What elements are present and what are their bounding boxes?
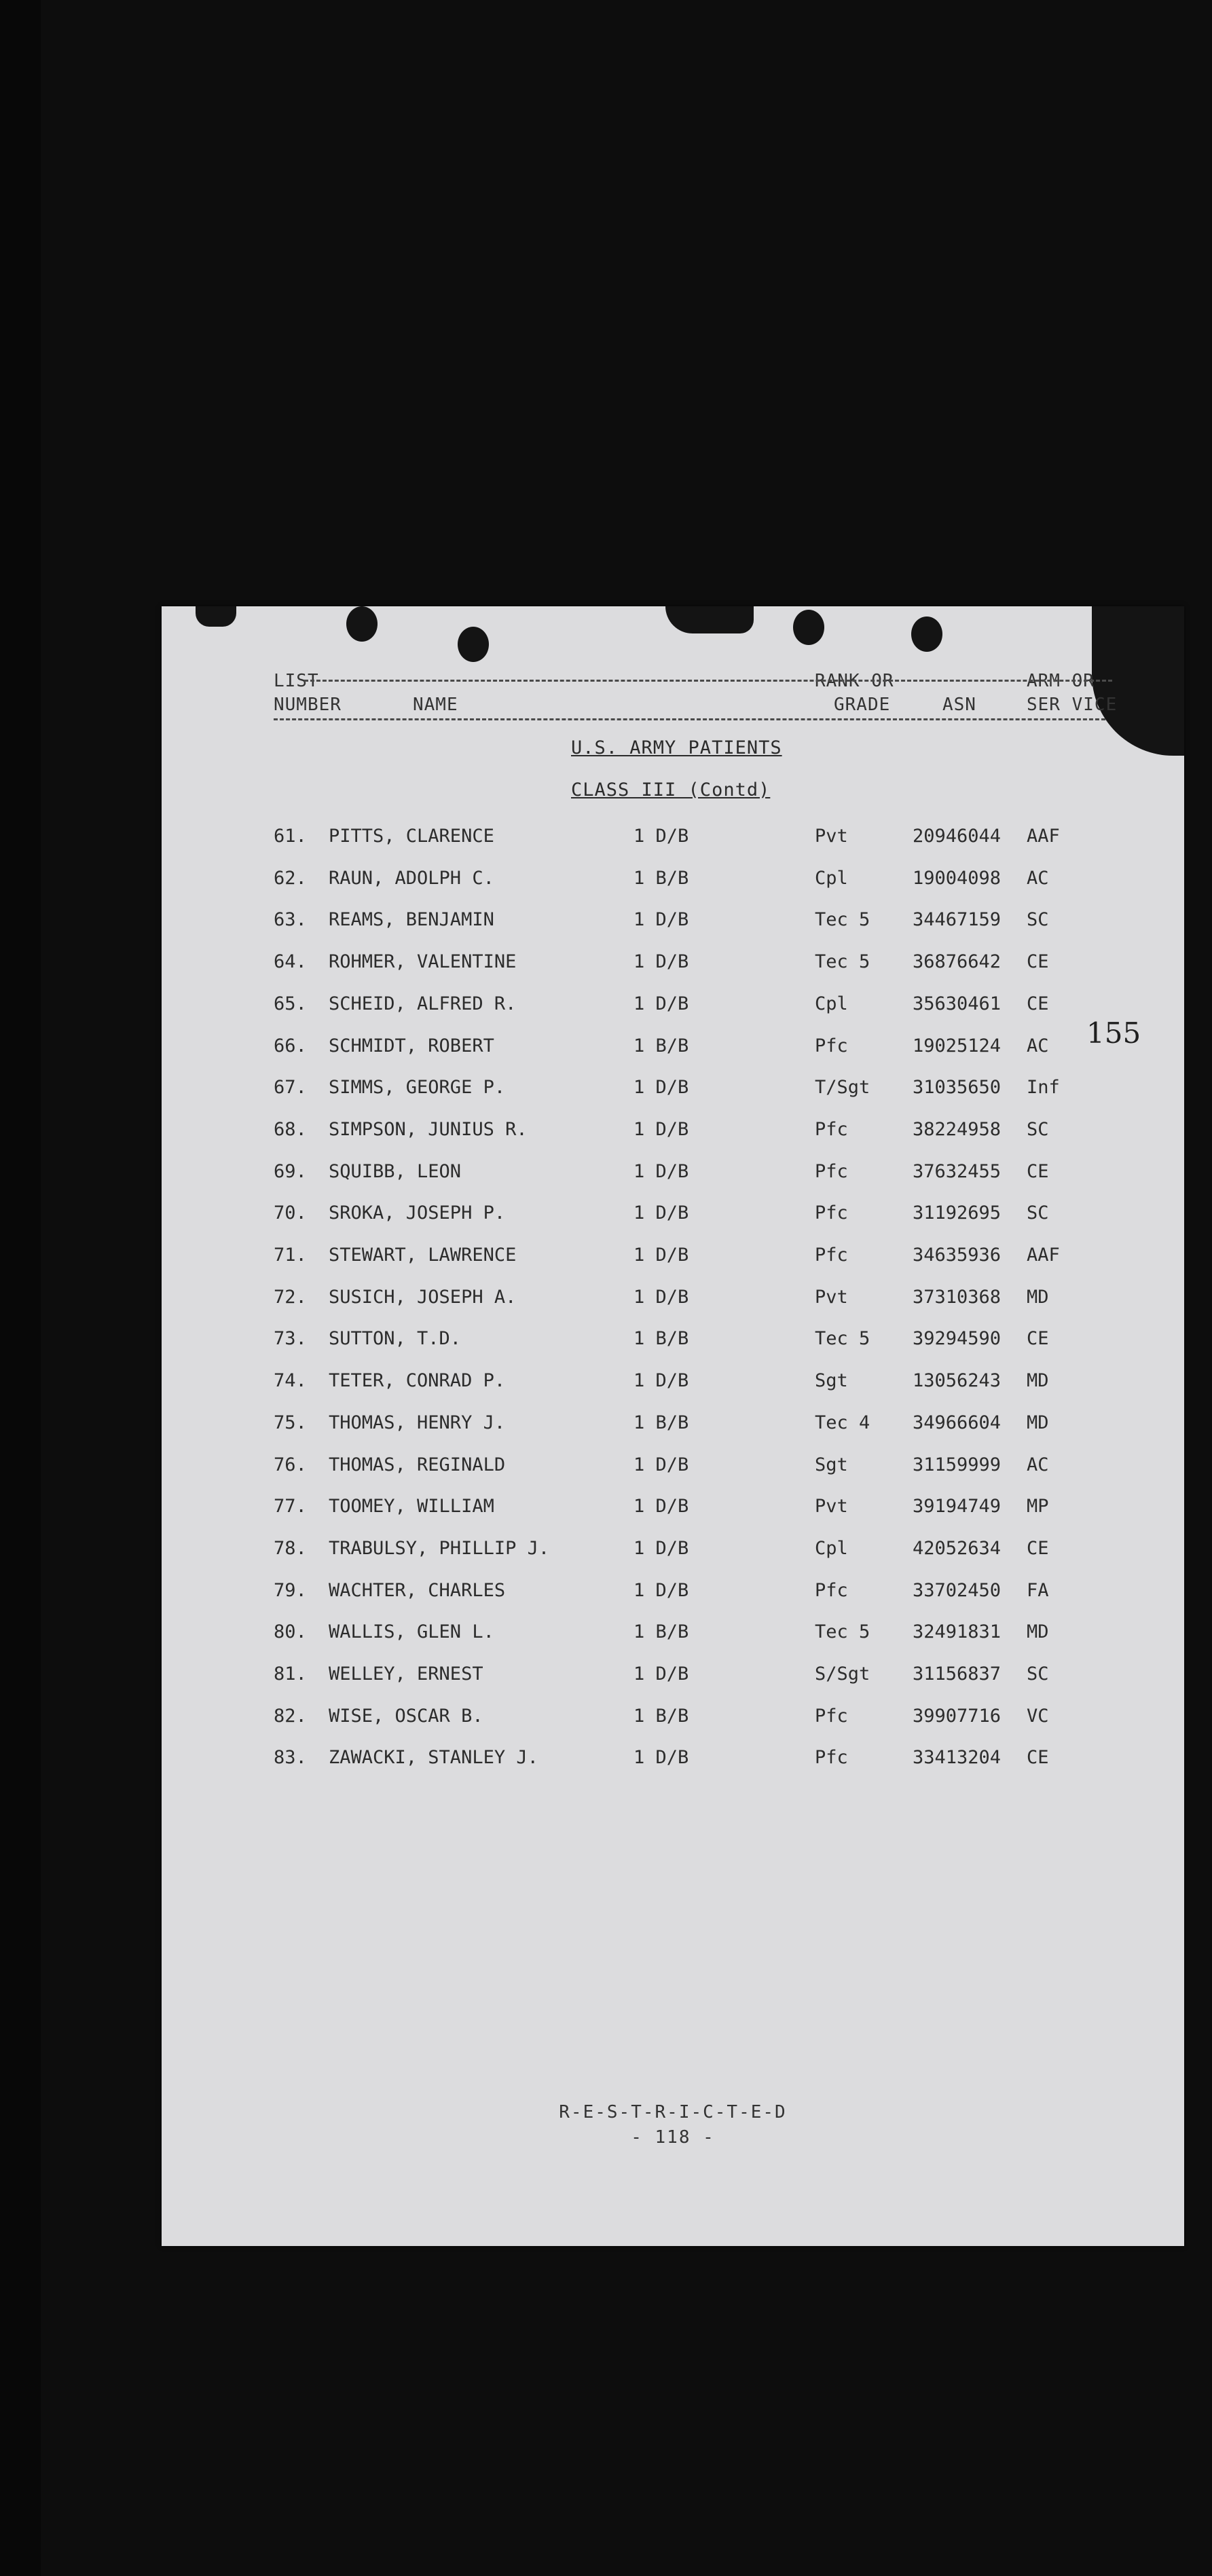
list-number: 68. [274,1119,307,1140]
list-number: 70. [274,1202,307,1223]
patient-name: SUSICH, JOSEPH A. [329,1287,517,1308]
rank-grade: Pvt [815,1287,848,1308]
arm-service: MD [1027,1370,1049,1391]
punch-hole [793,610,824,645]
arm-service: SC [1027,1119,1049,1140]
rank-grade: Cpl [815,1538,848,1559]
patient-name: WISE, OSCAR B. [329,1706,483,1727]
classification: 1 D/B [633,1496,689,1517]
classification: 1 D/B [633,1161,689,1182]
classification: 1 D/B [633,826,689,847]
classification: 1 D/B [633,1538,689,1559]
table-row [162,1245,1184,1272]
table-row [162,1077,1184,1104]
classification: 1 B/B [633,1412,689,1433]
classification: 1 B/B [633,868,689,889]
classification: 1 B/B [633,1035,689,1056]
arm-service: MD [1027,1621,1049,1642]
asn-number: 38224958 [913,1119,1002,1140]
patient-name: TOOMEY, WILLIAM [329,1496,494,1517]
header-rank-label: RANK OR [815,671,894,691]
asn-number: 42052634 [913,1538,1002,1559]
table-row [162,1621,1184,1649]
classification: 1 D/B [633,1370,689,1391]
patient-name: SCHEID, ALFRED R. [329,993,517,1014]
classification: 1 D/B [633,1663,689,1685]
table-row [162,1538,1184,1565]
section-subtitle: CLASS III (Contd) [571,779,771,801]
patient-name: SIMPSON, JUNIUS R. [329,1119,528,1140]
list-number: 63. [274,909,307,930]
table-row [162,909,1184,936]
asn-number: 13056243 [913,1370,1002,1391]
asn-number: 33413204 [913,1747,1002,1768]
patient-name: WELLEY, ERNEST [329,1663,483,1685]
restricted-marking: R-E-S-T-R-I-C-T-E-D [559,2102,787,2122]
torn-edge-left [196,606,236,627]
classification: 1 D/B [633,951,689,972]
arm-service: VC [1027,1706,1049,1727]
classification: 1 D/B [633,1580,689,1601]
list-number: 62. [274,868,307,889]
patient-name: SCHMIDT, ROBERT [329,1035,494,1056]
arm-service: AC [1027,868,1049,889]
asn-number: 34966604 [913,1412,1002,1433]
table-row [162,826,1184,853]
asn-number: 34467159 [913,909,1002,930]
rank-grade: Pfc [815,1706,848,1727]
rank-grade: Sgt [815,1370,848,1391]
margin-page-stamp: 155 [1086,1016,1141,1050]
arm-service: AAF [1027,1245,1060,1266]
arm-service: CE [1027,1747,1049,1768]
arm-service: AC [1027,1035,1049,1056]
rank-grade: Pfc [815,1161,848,1182]
arm-service: AAF [1027,826,1060,847]
table-row [162,1412,1184,1439]
patient-name: PITTS, CLARENCE [329,826,494,847]
list-number: 61. [274,826,307,847]
rank-grade: Pfc [815,1245,848,1266]
punch-hole [458,627,489,662]
rank-grade: Cpl [815,993,848,1014]
asn-number: 39907716 [913,1706,1002,1727]
classification: 1 D/B [633,1245,689,1266]
asn-number: 31156837 [913,1663,1002,1685]
classification: 1 D/B [633,909,689,930]
rank-grade: Tec 5 [815,909,870,930]
table-row [162,993,1184,1020]
rank-grade: Sgt [815,1454,848,1475]
list-number: 79. [274,1580,307,1601]
rank-grade: T/Sgt [815,1077,870,1098]
asn-number: 19025124 [913,1035,1002,1056]
torn-edge-middle [665,606,754,633]
arm-service: FA [1027,1580,1049,1601]
asn-number: 36876642 [913,951,1002,972]
asn-number: 19004098 [913,868,1002,889]
asn-number: 37632455 [913,1161,1002,1182]
header-rule-bottom [274,718,1105,720]
arm-service: MP [1027,1496,1049,1517]
patient-name: SQUIBB, LEON [329,1161,462,1182]
rank-grade: Tec 5 [815,1621,870,1642]
classification: 1 D/B [633,1202,689,1223]
patient-name: WACHTER, CHARLES [329,1580,506,1601]
classification: 1 B/B [633,1328,689,1349]
arm-service: CE [1027,993,1049,1014]
punch-hole [346,606,378,642]
film-border [0,0,41,2576]
arm-service: CE [1027,1161,1049,1182]
section-title: U.S. ARMY PATIENTS [571,737,782,758]
arm-service: MD [1027,1412,1049,1433]
patient-name: WALLIS, GLEN L. [329,1621,494,1642]
table-row [162,1706,1184,1733]
patient-name: SROKA, JOSEPH P. [329,1202,506,1223]
arm-service: MD [1027,1287,1049,1308]
list-number: 71. [274,1245,307,1266]
table-row [162,951,1184,978]
rank-grade: Tec 5 [815,1328,870,1349]
list-number: 69. [274,1161,307,1182]
arm-service: SC [1027,1663,1049,1685]
header-arm-label: ARM OR [1027,671,1095,691]
page-number: - 118 - [631,2127,715,2148]
rank-grade: Pfc [815,1119,848,1140]
arm-service: CE [1027,1538,1049,1559]
arm-service: AC [1027,1454,1049,1475]
patient-name: SIMMS, GEORGE P. [329,1077,506,1098]
classification: 1 D/B [633,1747,689,1768]
patient-name: ZAWACKI, STANLEY J. [329,1747,538,1768]
classification: 1 D/B [633,1119,689,1140]
arm-service: SC [1027,909,1049,930]
table-row [162,1370,1184,1397]
list-number: 72. [274,1287,307,1308]
classification: 1 D/B [633,1077,689,1098]
header-list-label: LIST [274,671,319,691]
table-row [162,1454,1184,1482]
arm-service: SC [1027,1202,1049,1223]
patient-name: RAUN, ADOLPH C. [329,868,494,889]
table-row [162,1496,1184,1523]
rank-grade: Pfc [815,1747,848,1768]
asn-number: 33702450 [913,1580,1002,1601]
list-number: 80. [274,1621,307,1642]
classification: 1 D/B [633,993,689,1014]
classification: 1 D/B [633,1287,689,1308]
patient-name: TRABULSY, PHILLIP J. [329,1538,550,1559]
classification: 1 D/B [633,1454,689,1475]
list-number: 81. [274,1663,307,1685]
table-row [162,1328,1184,1355]
list-number: 67. [274,1077,307,1098]
header-asn-label: ASN [942,695,976,715]
patient-name: REAMS, BENJAMIN [329,909,494,930]
patient-name: STEWART, LAWRENCE [329,1245,517,1266]
asn-number: 32491831 [913,1621,1002,1642]
list-number: 74. [274,1370,307,1391]
arm-service: CE [1027,1328,1049,1349]
header-name-label: NAME [413,695,458,715]
list-number: 83. [274,1747,307,1768]
asn-number: 31159999 [913,1454,1002,1475]
rank-grade: Pvt [815,1496,848,1517]
rank-grade: Pfc [815,1580,848,1601]
asn-number: 34635936 [913,1245,1002,1266]
header-rule-top [304,680,1112,682]
list-number: 77. [274,1496,307,1517]
table-row [162,1287,1184,1314]
arm-service: Inf [1027,1077,1060,1098]
rank-grade: Cpl [815,868,848,889]
table-row [162,1202,1184,1230]
asn-number: 20946044 [913,826,1002,847]
list-number: 65. [274,993,307,1014]
list-number: 75. [274,1412,307,1433]
patient-name: THOMAS, REGINALD [329,1454,506,1475]
list-number: 78. [274,1538,307,1559]
list-number: 64. [274,951,307,972]
table-row [162,1035,1184,1063]
list-number: 73. [274,1328,307,1349]
classification: 1 B/B [633,1621,689,1642]
asn-number: 39194749 [913,1496,1002,1517]
patient-name: THOMAS, HENRY J. [329,1412,506,1433]
patient-name: ROHMER, VALENTINE [329,951,517,972]
list-number: 76. [274,1454,307,1475]
rank-grade: Pfc [815,1202,848,1223]
classification: 1 B/B [633,1706,689,1727]
list-number: 66. [274,1035,307,1056]
table-row [162,1119,1184,1146]
table-row [162,1580,1184,1607]
table-row [162,1663,1184,1691]
header-list-number-label: NUMBER [274,695,342,715]
rank-grade: Pvt [815,826,848,847]
patient-name: SUTTON, T.D. [329,1328,462,1349]
asn-number: 31035650 [913,1077,1002,1098]
asn-number: 37310368 [913,1287,1002,1308]
header-grade-label: GRADE [834,695,891,715]
patient-name: TETER, CONRAD P. [329,1370,506,1391]
arm-service: CE [1027,951,1049,972]
rank-grade: S/Sgt [815,1663,870,1685]
table-row [162,1161,1184,1188]
asn-number: 35630461 [913,993,1002,1014]
punch-hole [911,617,942,652]
rank-grade: Tec 4 [815,1412,870,1433]
rank-grade: Pfc [815,1035,848,1056]
asn-number: 39294590 [913,1328,1002,1349]
rank-grade: Tec 5 [815,951,870,972]
document-page [162,606,1184,2246]
header-service-label: SER VICE [1027,695,1118,715]
asn-number: 31192695 [913,1202,1002,1223]
table-row [162,868,1184,895]
table-row [162,1747,1184,1774]
list-number: 82. [274,1706,307,1727]
